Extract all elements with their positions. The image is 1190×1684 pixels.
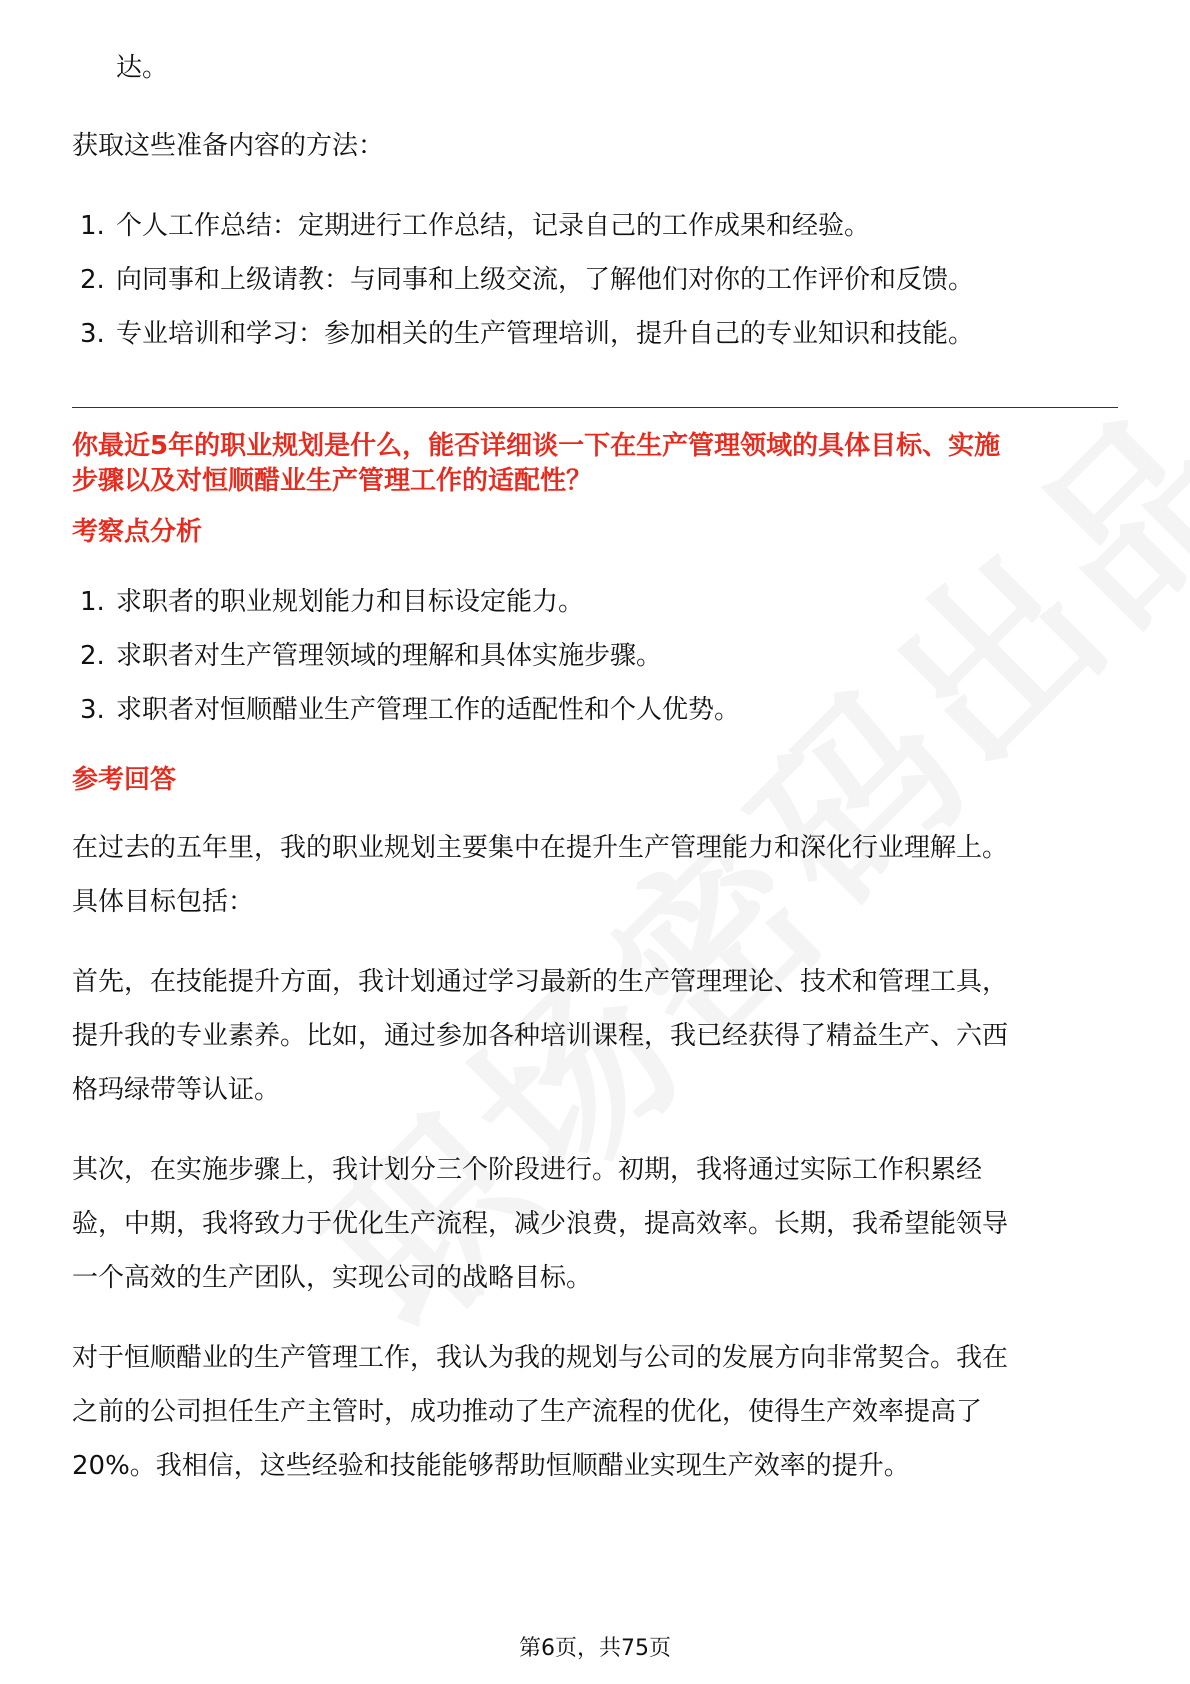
list-number: 1. bbox=[80, 211, 105, 241]
paragraph-line: 之前的公司担任生产主管时，成功推动了生产流程的优化，使得生产效率提高了 bbox=[72, 1397, 983, 1427]
list-text: 向同事和上级请教：与同事和上级交流，了解他们对你的工作评价和反馈。 bbox=[116, 265, 975, 295]
list-number: 2. bbox=[80, 641, 105, 671]
paragraph-line: 在过去的五年里，我的职业规划主要集中在提升生产管理能力和深化行业理解上。 bbox=[72, 833, 1009, 863]
list-text: 求职者对恒顺醋业生产管理工作的适配性和个人优势。 bbox=[116, 695, 741, 725]
section-divider bbox=[72, 407, 1118, 408]
paragraph-line: 对于恒顺醋业的生产管理工作，我认为我的规划与公司的发展方向非常契合。我在 bbox=[72, 1343, 1009, 1373]
list-number: 2. bbox=[80, 265, 105, 295]
paragraph-line: 格玛绿带等认证。 bbox=[72, 1075, 281, 1105]
paragraph-line: 其次，在实施步骤上，我计划分三个阶段进行。初期，我将通过实际工作积累经 bbox=[72, 1155, 983, 1185]
list-text: 个人工作总结：定期进行工作总结，记录自己的工作成果和经验。 bbox=[116, 211, 871, 241]
paragraph-line: 首先，在技能提升方面，我计划通过学习最新的生产管理理论、技术和管理工具， bbox=[72, 967, 1009, 997]
question-line-2: 步骤以及对恒顺醋业生产管理工作的适配性？ bbox=[72, 466, 593, 496]
question-line-1: 你最近5年的职业规划是什么，能否详细谈一下在生产管理领域的具体目标、实施 bbox=[72, 431, 1001, 461]
paragraph-line: 一个高效的生产团队，实现公司的战略目标。 bbox=[72, 1263, 593, 1293]
list-number: 3. bbox=[80, 319, 105, 349]
paragraph-line: 提升我的专业素养。比如，通过参加各种培训课程，我已经获得了精益生产、六西 bbox=[72, 1021, 1009, 1051]
paragraph-line: 20%。我相信，这些经验和技能能够帮助恒顺醋业实现生产效率的提升。 bbox=[72, 1451, 910, 1481]
analysis-heading: 考察点分析 bbox=[72, 517, 203, 547]
paragraph-line: 具体目标包括： bbox=[72, 887, 255, 917]
methods-intro: 获取这些准备内容的方法： bbox=[72, 131, 385, 161]
list-text: 求职者的职业规划能力和目标设定能力。 bbox=[116, 587, 585, 617]
paragraph-line: 验，中期，我将致力于优化生产流程，减少浪费，提高效率。长期，我希望能领导 bbox=[72, 1209, 1009, 1239]
list-text: 专业培训和学习：参加相关的生产管理培训，提升自己的专业知识和技能。 bbox=[116, 319, 975, 349]
list-number: 1. bbox=[80, 587, 105, 617]
intro-tail: 达。 bbox=[116, 53, 169, 83]
list-number: 3. bbox=[80, 695, 105, 725]
list-text: 求职者对生产管理领域的理解和具体实施步骤。 bbox=[116, 641, 663, 671]
answer-heading: 参考回答 bbox=[72, 765, 177, 795]
page-number: 第6页，共75页 bbox=[519, 1636, 671, 1661]
